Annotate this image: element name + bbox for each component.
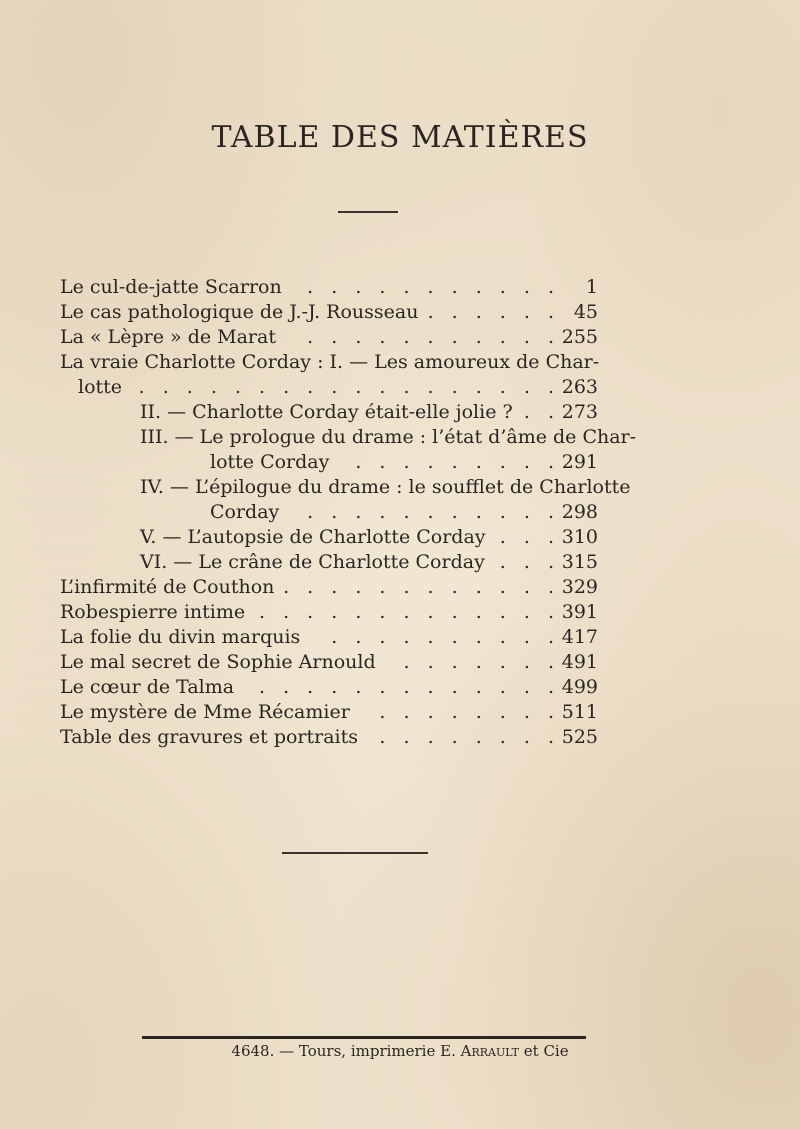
toc-entry-page: 255 [561,326,598,348]
imprint-name: Arrault [460,1042,519,1060]
toc-entry-label: Le cul-de-jatte Scarron [60,276,282,298]
toc-entry-line [60,350,598,375]
footer-rule [142,1036,586,1039]
toc-entry-page: 45 [573,301,598,323]
toc-entry-page: 525 [561,726,598,748]
leader-dots: . . . . . . . [403,651,560,673]
title-divider [338,211,398,213]
toc-entry-label: V. — L’autopsie de Charlotte Corday [140,526,486,548]
toc-entry-label: La folie du divin marquis [60,626,301,648]
toc-entry-label: IV. — L’épilogue du drame : le soufflet de Charlotte [140,476,631,498]
leader-dots: . . . . . . . . . . . [307,276,560,298]
toc-entry [60,725,598,750]
toc-entry-label: Le cas pathologique de J.-J. Rousseau [60,301,419,323]
toc-entry-label: La « Lèpre » de Marat [60,326,276,348]
toc-entry-label-cont: lotte Corday [210,451,330,473]
toc-entry [60,525,598,550]
toc-entry [60,500,598,525]
toc-entry-page: 499 [561,676,598,698]
toc-entry-label: Le cœur de Talma [60,676,235,698]
toc-entry-page: 391 [561,601,598,623]
toc-entry [60,375,598,400]
toc-entry [60,625,598,650]
toc-entry-page: 291 [561,451,598,473]
toc-entry-label: Le mal secret de Sophie Arnould [60,651,376,673]
toc-entry [60,700,598,725]
toc-entry [60,325,598,350]
toc-entry-label-cont: lotte [78,376,123,398]
toc-entry-page: 417 [561,626,598,648]
toc-entry-page: 1 [585,276,598,298]
toc-entry-page: 329 [561,576,598,598]
leader-dots: . . . [499,526,560,548]
toc-entry-label: III. — Le prologue du drame : l’état d’âme de Char- [140,426,637,448]
toc-entry-page: 511 [561,701,598,723]
leader-dots: . . . [499,551,560,573]
leader-dots: . . . . . . . . [379,701,560,723]
toc-entry-page: 491 [561,651,598,673]
toc-entry-label: Table des gravures et portraits [60,726,359,748]
toc-entry-label-cont: Corday [210,501,280,523]
toc-entry-page: 273 [561,401,598,423]
leader-dots: . . . . . . . . . . . [307,326,560,348]
toc-entry [60,400,598,425]
toc-entry [60,675,598,700]
printer-imprint [0,1042,800,1060]
toc-entry [60,575,598,600]
leader-dots: . . . . . . . . . . . . . [259,676,560,698]
toc-entry-label: VI. — Le crâne de Charlotte Corday [140,551,485,573]
toc-entry-page: 263 [561,376,598,398]
leader-dots: . . . . . . . . . . . [307,501,560,523]
toc-entry [60,650,598,675]
toc-entry-label: La vraie Charlotte Corday : I. — Les amoureux de Char- [60,351,600,373]
end-divider [282,852,428,854]
leader-dots: . . [523,401,560,423]
toc-entry [60,450,598,475]
leader-dots: . . . . . . . . . . . . . [259,601,560,623]
toc-entry-label: L’infirmité de Couthon [60,576,275,598]
leader-dots: . . . . . . [427,301,560,323]
toc-entry-page: 310 [561,526,598,548]
toc-entry-line [60,425,637,450]
page-title: TABLE DES MATIÈRES [211,120,589,155]
toc-entry-label: Le mystère de Mme Récamier [60,701,350,723]
toc-entry-line [60,475,631,500]
toc-entry [60,550,598,575]
toc-entry [60,600,598,625]
toc-entry-label: II. — Charlotte Corday était-elle jolie ? [140,401,513,423]
toc-entry-page: 298 [561,501,598,523]
leader-dots: . . . . . . . . . . . . [283,576,560,598]
imprint-prefix: 4648. — Tours, imprimerie E. [231,1042,456,1060]
leader-dots: . . . . . . . . [379,726,560,748]
toc-entry-page: 315 [561,551,598,573]
leader-dots: . . . . . . . . . . . . . . . . . . [138,376,560,398]
imprint-suffix: et Cie [523,1042,569,1060]
toc-entry [60,300,598,325]
leader-dots: . . . . . . . . . . [331,626,560,648]
leader-dots: . . . . . . . . . [355,451,560,473]
toc-entry [60,275,598,300]
toc-entry-label: Robespierre intime [60,601,246,623]
table-of-contents [60,275,637,750]
